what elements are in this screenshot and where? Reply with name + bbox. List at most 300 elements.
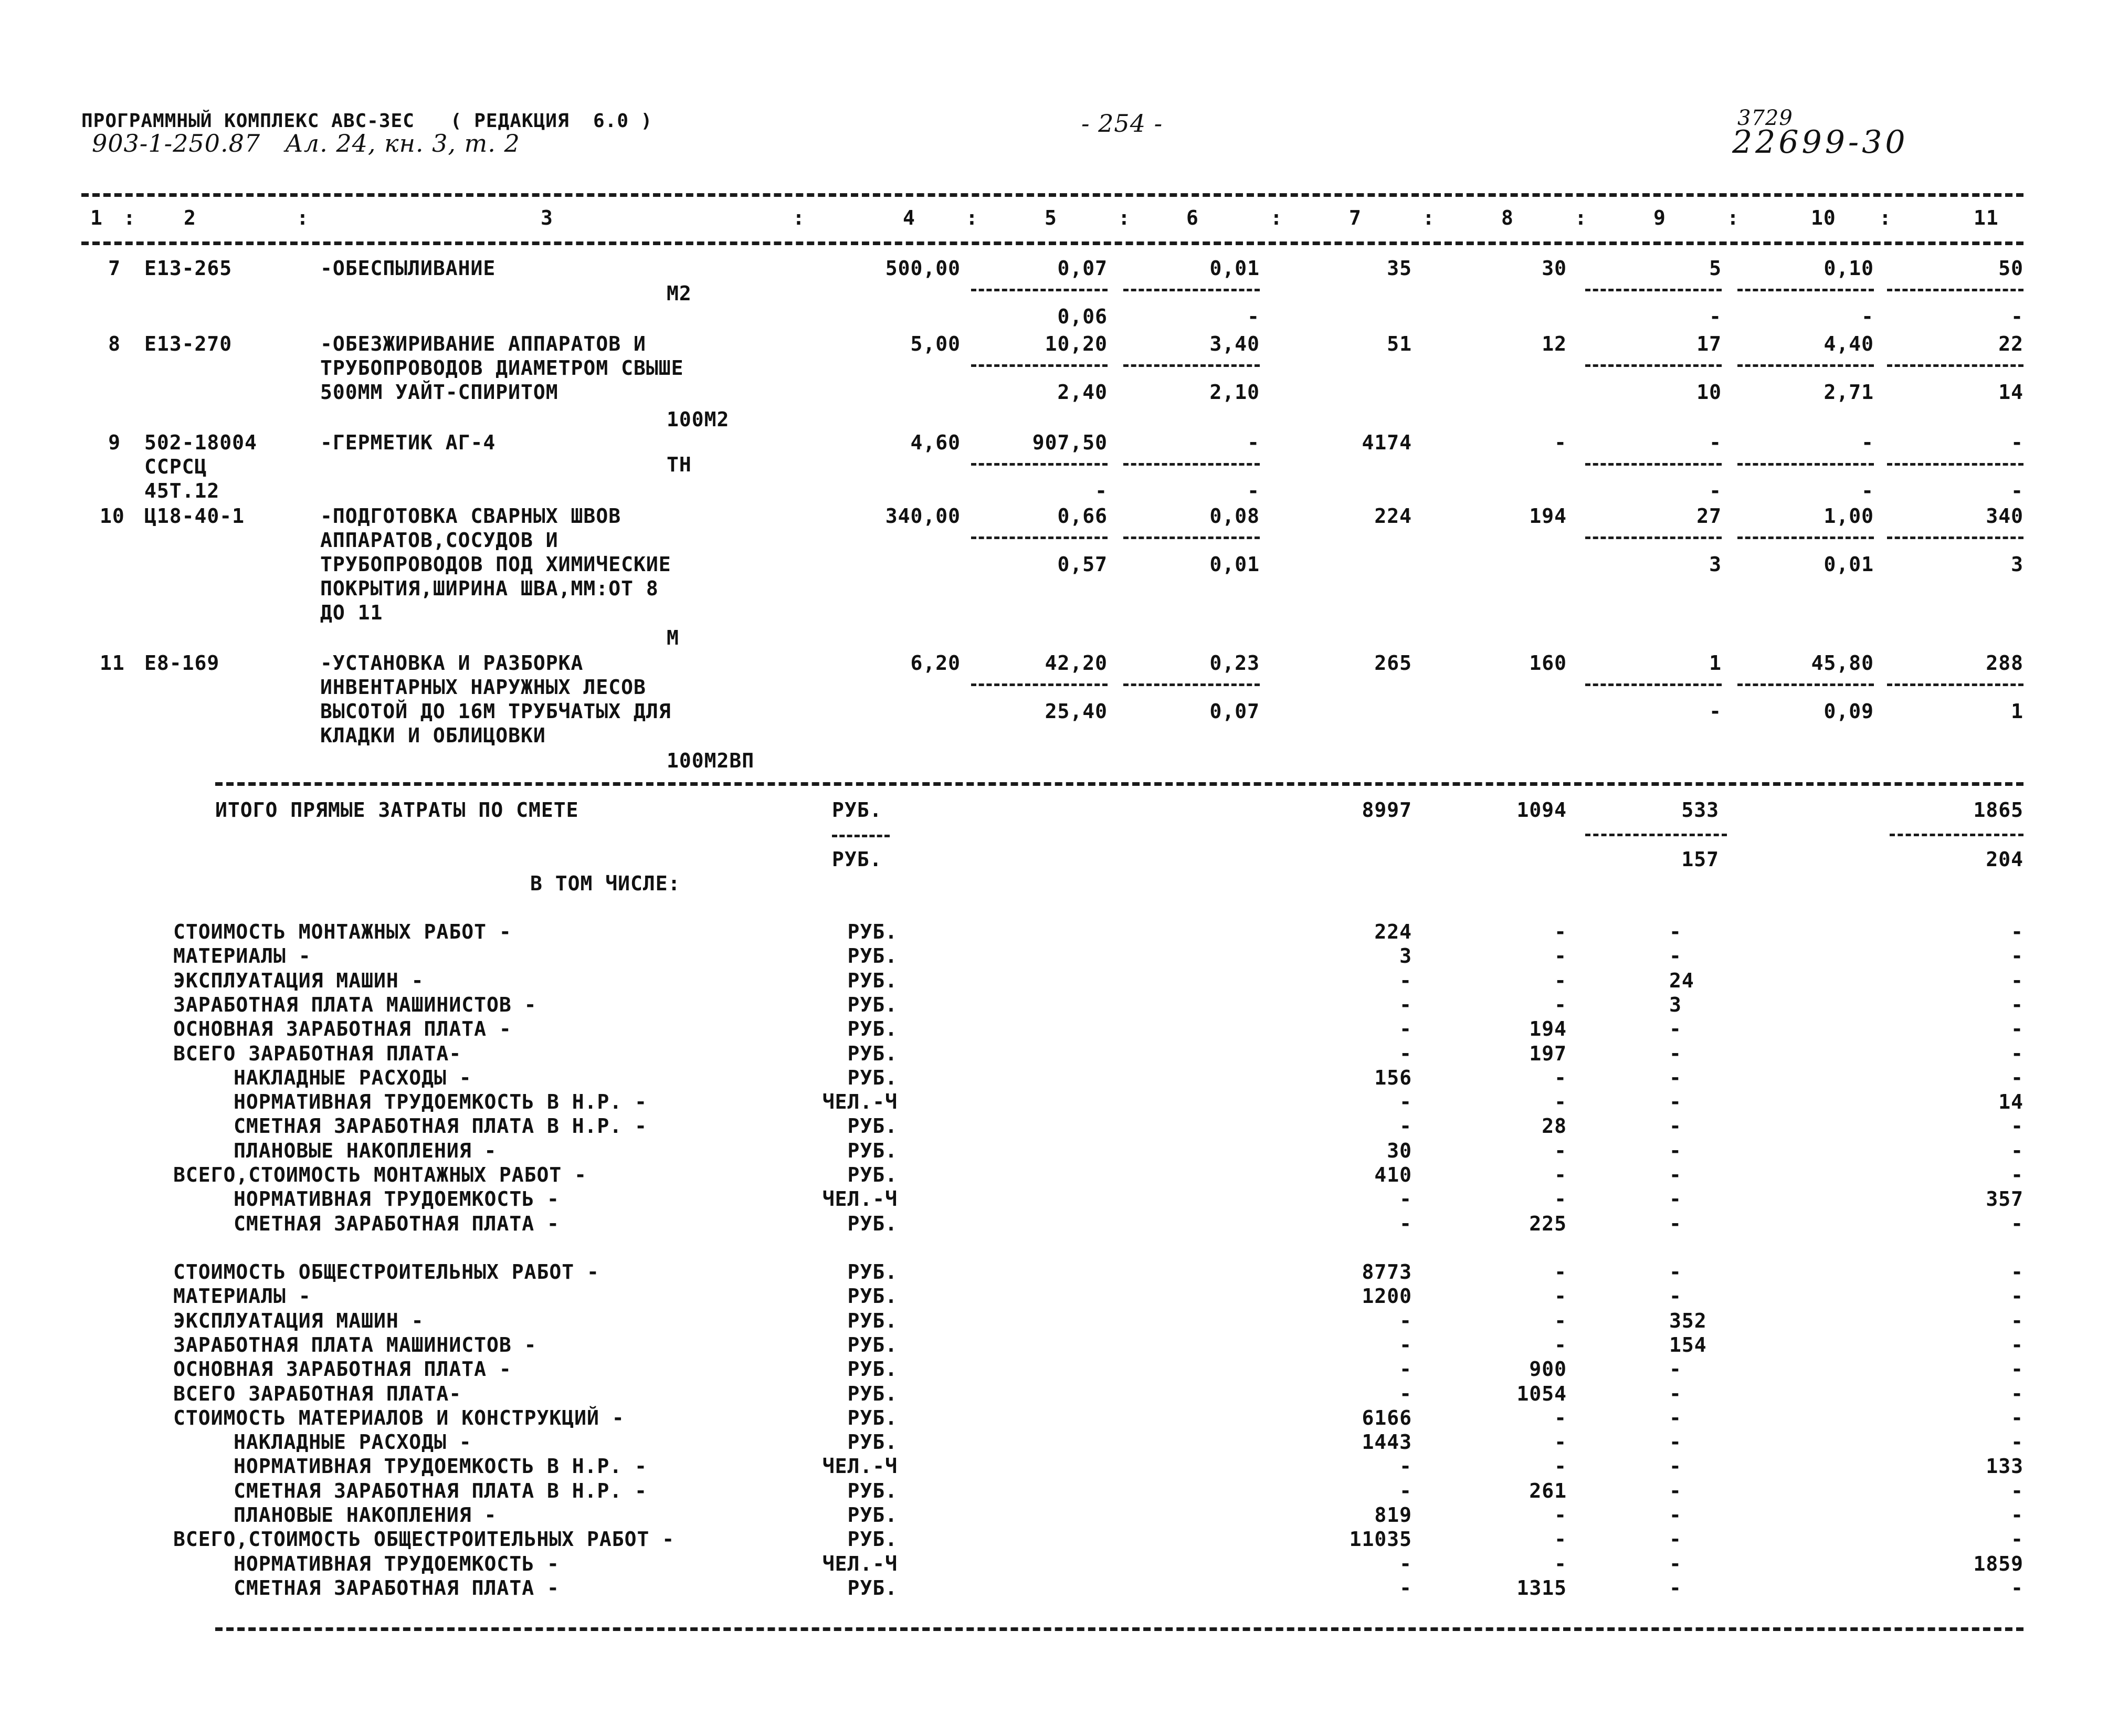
item-quantity: 5,00: [910, 332, 961, 355]
item-unit: ТН: [667, 453, 692, 476]
breakdown-c11: 133: [1986, 1455, 2023, 1478]
item-code: 502-18004: [144, 431, 257, 454]
cell-c7: 35: [1387, 257, 1412, 280]
breakdown-c9: -: [1669, 1260, 1682, 1283]
cell-c9-sub: -: [1709, 700, 1722, 723]
breakdown-c9: -: [1669, 1066, 1682, 1089]
breakdown-c7: -: [1399, 1187, 1412, 1211]
breakdown-unit: РУБ.: [847, 1139, 898, 1162]
breakdown-c7: 1443: [1362, 1430, 1412, 1454]
breakdown-c7: -: [1399, 1382, 1412, 1405]
breakdown-c11: -: [2011, 1358, 2023, 1381]
breakdown-unit: РУБ.: [847, 1309, 898, 1332]
breakdown-c11: -: [2011, 1382, 2023, 1405]
breakdown-unit: РУБ.: [847, 993, 898, 1016]
breakdown-c9: -: [1669, 1285, 1682, 1308]
breakdown-c9: 24: [1669, 969, 1694, 992]
breakdown-c7: 8773: [1362, 1260, 1412, 1283]
breakdown-c7: 156: [1374, 1066, 1412, 1089]
column-separator: :: [966, 206, 978, 229]
breakdown-label: НОРМАТИВНАЯ ТРУДОЕМКОСТЬ В Н.Р. -: [234, 1455, 647, 1478]
breakdown-c11: -: [2011, 920, 2023, 943]
breakdown-label: СМЕТНАЯ ЗАРАБОТНАЯ ПЛАТА В Н.Р. -: [234, 1114, 647, 1138]
breakdown-c8: 225: [1529, 1212, 1567, 1235]
breakdown-c11: -: [2011, 993, 2023, 1016]
cell-rule: [1585, 463, 1722, 466]
cell-rule: [971, 463, 1108, 466]
item-description: ПОКРЫТИЯ,ШИРИНА ШВА,ММ:ОТ 8: [320, 577, 659, 600]
breakdown-c8: 900: [1529, 1358, 1567, 1381]
breakdown-c11: -: [2011, 1528, 2023, 1551]
item-code-extra: ССРСЦ: [144, 455, 207, 478]
breakdown-c8: 261: [1529, 1479, 1567, 1502]
breakdown-c8: -: [1554, 920, 1567, 943]
breakdown-c7: 3: [1399, 944, 1412, 968]
breakdown-unit: РУБ.: [847, 1406, 898, 1429]
cell-c10-sub: 0,01: [1824, 553, 1874, 576]
cell-c10-sub: 0,09: [1824, 700, 1874, 723]
item-quantity: 4,60: [910, 431, 961, 454]
breakdown-c9: -: [1669, 1163, 1682, 1186]
cell-c10: -: [1861, 431, 1874, 454]
breakdown-c7: -: [1399, 1333, 1412, 1356]
breakdown-unit: РУБ.: [847, 1358, 898, 1381]
breakdown-c8: -: [1554, 1163, 1567, 1186]
breakdown-unit: РУБ.: [847, 1260, 898, 1283]
column-number: 6: [1186, 206, 1199, 229]
cell-rule: [1585, 289, 1722, 291]
cell-c5: 10,20: [1045, 332, 1108, 355]
breakdown-c11: -: [2011, 1285, 2023, 1308]
cell-c6-sub: -: [1247, 479, 1260, 502]
breakdown-c7: -: [1399, 1041, 1412, 1065]
column-separator: :: [123, 206, 136, 229]
cell-rule: [1737, 364, 1874, 367]
breakdown-label: НОРМАТИВНАЯ ТРУДОЕМКОСТЬ -: [234, 1187, 560, 1211]
breakdown-unit: РУБ.: [847, 1066, 898, 1089]
totals-c9b: 157: [1681, 848, 1719, 871]
breakdown-c11: -: [2011, 1576, 2023, 1600]
breakdown-unit: РУБ.: [847, 1430, 898, 1454]
cell-c11-sub: -: [2011, 305, 2023, 328]
breakdown-c7: -: [1399, 1017, 1412, 1041]
breakdown-c7: -: [1399, 1479, 1412, 1502]
breakdown-c9: -: [1669, 944, 1682, 968]
item-code: Ц18-40-1: [144, 504, 245, 528]
column-number: 9: [1653, 206, 1666, 229]
cell-c10: 4,40: [1824, 332, 1874, 355]
cell-c10: 1,00: [1824, 504, 1874, 528]
breakdown-label: ОСНОВНАЯ ЗАРАБОТНАЯ ПЛАТА -: [173, 1358, 512, 1381]
cell-c11: 50: [1998, 257, 2023, 280]
breakdown-c7: -: [1399, 1358, 1412, 1381]
breakdown-c11: -: [2011, 1430, 2023, 1454]
doc-handwritten-number: 22699-30: [1732, 124, 1909, 161]
breakdown-c9: -: [1669, 1576, 1682, 1600]
program-header: ПРОГРАММНЫЙ КОМПЛЕКС АВС-3ЕС ( РЕДАКЦИЯ 6.0 ): [81, 110, 653, 132]
breakdown-c9: -: [1669, 1552, 1682, 1575]
breakdown-c9: -: [1669, 1041, 1682, 1065]
column-number: 2: [184, 206, 196, 229]
item-number: 10: [100, 504, 125, 528]
cell-c11-sub: 14: [1998, 381, 2023, 404]
item-description: ВЫСОТОЙ ДО 16М ТРУБЧАТЫХ ДЛЯ: [320, 700, 671, 723]
breakdown-c11: -: [2011, 1114, 2023, 1138]
breakdown-c8: -: [1554, 1066, 1567, 1089]
breakdown-label: МАТЕРИАЛЫ -: [173, 1285, 311, 1308]
header-top-rule: [81, 193, 2023, 197]
cell-c11-sub: 1: [2011, 700, 2023, 723]
breakdown-c9: -: [1669, 1382, 1682, 1405]
breakdown-c8: -: [1554, 1430, 1567, 1454]
breakdown-c9: -: [1669, 1187, 1682, 1211]
breakdown-c11: -: [2011, 969, 2023, 992]
item-unit: М: [667, 626, 679, 649]
cell-c6: 0,01: [1209, 257, 1260, 280]
cell-c9-sub: -: [1709, 479, 1722, 502]
breakdown-label: СТОИМОСТЬ МОНТАЖНЫХ РАБОТ -: [173, 920, 512, 943]
cell-rule: [1123, 683, 1260, 686]
breakdown-c8: -: [1554, 1139, 1567, 1162]
cell-rule: [1887, 289, 2023, 291]
column-separator: :: [297, 206, 309, 229]
column-separator: :: [793, 206, 805, 229]
breakdown-label: ЭКСПЛУАТАЦИЯ МАШИН -: [173, 969, 424, 992]
breakdown-unit: РУБ.: [847, 1576, 898, 1600]
item-description: КЛАДКИ И ОБЛИЦОВКИ: [320, 724, 546, 747]
item-quantity: 340,00: [885, 504, 961, 528]
column-number: 10: [1811, 206, 1836, 229]
item-unit: М2: [667, 282, 692, 305]
breakdown-c9: -: [1669, 920, 1682, 943]
cell-c10: 0,10: [1824, 257, 1874, 280]
breakdown-c8: 194: [1529, 1017, 1567, 1041]
cell-c11: 288: [1986, 651, 2023, 675]
totals-unit-rule: [832, 835, 890, 837]
totals-c9-rule: [1585, 834, 1727, 836]
cell-c10-sub: -: [1861, 305, 1874, 328]
cell-c9: 5: [1709, 257, 1722, 280]
item-description: ТРУБОПРОВОДОВ ПОД ХИМИЧЕСКИЕ: [320, 553, 671, 576]
cell-c11: 22: [1998, 332, 2023, 355]
item-description: АППАРАТОВ,СОСУДОВ И: [320, 529, 558, 552]
cell-c9-sub: -: [1709, 305, 1722, 328]
breakdown-c11: -: [2011, 1333, 2023, 1356]
breakdown-unit: РУБ.: [847, 1382, 898, 1405]
breakdown-c11: -: [2011, 1212, 2023, 1235]
cell-c5: 0,07: [1057, 257, 1108, 280]
breakdown-c7: -: [1399, 1455, 1412, 1478]
breakdown-unit: РУБ.: [847, 1163, 898, 1186]
column-separator: :: [1575, 206, 1587, 229]
breakdown-c7: 11035: [1349, 1528, 1412, 1551]
cell-rule: [1123, 289, 1260, 291]
breakdown-unit: РУБ.: [847, 1333, 898, 1356]
item-number: 7: [108, 257, 121, 280]
column-number: 3: [541, 206, 553, 229]
item-code: Е13-270: [144, 332, 233, 355]
breakdown-c8: 1315: [1516, 1576, 1567, 1600]
totals-c7: 8997: [1362, 798, 1412, 822]
cell-c11: -: [2011, 431, 2023, 454]
breakdown-c11: -: [2011, 1163, 2023, 1186]
breakdown-label: ВСЕГО ЗАРАБОТНАЯ ПЛАТА-: [173, 1382, 462, 1405]
cell-c5-sub: 0,57: [1057, 553, 1108, 576]
cell-c10-sub: 2,71: [1824, 381, 1874, 404]
cell-rule: [1887, 364, 2023, 367]
breakdown-c8: -: [1554, 1455, 1567, 1478]
item-code-extra: 45Т.12: [144, 479, 220, 502]
breakdown-c11: -: [2011, 1041, 2023, 1065]
totals-c11b: 204: [1986, 848, 2023, 871]
totals-c8: 1094: [1516, 798, 1567, 822]
cell-rule: [1737, 536, 1874, 539]
item-description: ДО 11: [320, 601, 383, 624]
cell-c6-sub: 0,01: [1209, 553, 1260, 576]
column-number: 7: [1349, 206, 1362, 229]
breakdown-c9: 3: [1669, 993, 1682, 1016]
breakdown-c9: -: [1669, 1455, 1682, 1478]
page-number: - 254 -: [1081, 109, 1163, 138]
cell-rule: [971, 289, 1108, 291]
totals-c11a: 1865: [1973, 798, 2023, 822]
cell-c6: 0,08: [1209, 504, 1260, 528]
cell-c5: 907,50: [1032, 431, 1108, 454]
breakdown-label: СТОИМОСТЬ МАТЕРИАЛОВ И КОНСТРУКЦИЙ -: [173, 1406, 625, 1429]
breakdown-c9: -: [1669, 1212, 1682, 1235]
item-unit: 100М2ВП: [667, 749, 755, 772]
item-description: -ГЕРМЕТИК АГ-4: [320, 431, 496, 454]
breakdown-c9: -: [1669, 1358, 1682, 1381]
breakdown-c8: -: [1554, 1285, 1567, 1308]
totals-c11-rule: [1890, 834, 2023, 836]
handwritten-reference: 903-1-250.87 Ал. 24, кн. 3, т. 2: [92, 129, 520, 157]
item-unit: 100М2: [667, 408, 730, 431]
bottom-rule: [215, 1627, 2023, 1631]
breakdown-c7: 410: [1374, 1163, 1412, 1186]
cell-c6-sub: 0,07: [1209, 700, 1260, 723]
totals-c9a: 533: [1681, 798, 1719, 822]
breakdown-label: ВСЕГО ЗАРАБОТНАЯ ПЛАТА-: [173, 1041, 462, 1065]
breakdown-unit: ЧЕЛ.-Ч: [822, 1552, 898, 1575]
breakdown-label: МАТЕРИАЛЫ -: [173, 944, 311, 968]
cell-rule: [1585, 683, 1722, 686]
breakdown-c8: -: [1554, 944, 1567, 968]
cell-c5-sub: 0,06: [1057, 305, 1108, 328]
breakdown-c7: -: [1399, 969, 1412, 992]
totals-unit-1: РУБ.: [832, 798, 882, 822]
cell-rule: [971, 364, 1108, 367]
breakdown-label: ПЛАНОВЫЕ НАКОПЛЕНИЯ -: [234, 1139, 497, 1162]
item-description: 500ММ УАЙТ-СПИРИТОМ: [320, 381, 558, 404]
cell-rule: [1737, 463, 1874, 466]
breakdown-label: ЗАРАБОТНАЯ ПЛАТА МАШИНИСТОВ -: [173, 1333, 537, 1356]
breakdown-label: СТОИМОСТЬ ОБЩЕСТРОИТЕЛЬНЫХ РАБОТ -: [173, 1260, 599, 1283]
item-number: 9: [108, 431, 121, 454]
breakdown-c7: -: [1399, 1309, 1412, 1332]
breakdown-unit: РУБ.: [847, 1041, 898, 1065]
cell-c9: 27: [1696, 504, 1722, 528]
breakdown-c8: -: [1554, 1528, 1567, 1551]
cell-c10: 45,80: [1811, 651, 1874, 675]
breakdown-c8: -: [1554, 1309, 1567, 1332]
cell-c9: 1: [1709, 651, 1722, 675]
item-description: -ПОДГОТОВКА СВАРНЫХ ШВОВ: [320, 504, 621, 528]
breakdown-unit: ЧЕЛ.-Ч: [822, 1187, 898, 1211]
breakdown-label: ОСНОВНАЯ ЗАРАБОТНАЯ ПЛАТА -: [173, 1017, 512, 1041]
item-description: -ОБЕЗЖИРИВАНИЕ АППАРАТОВ И: [320, 332, 646, 355]
cell-rule: [1123, 364, 1260, 367]
column-separator: :: [1727, 206, 1740, 229]
column-separator: :: [1422, 206, 1435, 229]
breakdown-unit: РУБ.: [847, 1114, 898, 1138]
breakdown-label: ВСЕГО,СТОИМОСТЬ МОНТАЖНЫХ РАБОТ -: [173, 1163, 587, 1186]
cell-c8: 160: [1529, 651, 1567, 675]
totals-rule: [215, 782, 2023, 786]
header-bottom-rule: [81, 241, 2023, 245]
breakdown-c8: -: [1554, 1090, 1567, 1114]
cell-rule: [971, 536, 1108, 539]
breakdown-c8: -: [1554, 1260, 1567, 1283]
breakdown-c9: -: [1669, 1406, 1682, 1429]
item-description: -ОБЕСПЫЛИВАНИЕ: [320, 257, 496, 280]
breakdown-unit: РУБ.: [847, 920, 898, 943]
breakdown-c7: -: [1399, 993, 1412, 1016]
cell-rule: [1123, 463, 1260, 466]
breakdown-c11: -: [2011, 1479, 2023, 1502]
cell-c8: -: [1554, 431, 1567, 454]
including-heading: В ТОМ ЧИСЛЕ:: [530, 872, 681, 895]
breakdown-c7: -: [1399, 1212, 1412, 1235]
breakdown-c7: -: [1399, 1090, 1412, 1114]
totals-label: ИТОГО ПРЯМЫЕ ЗАТРАТЫ ПО СМЕТЕ: [215, 798, 579, 822]
cell-rule: [971, 683, 1108, 686]
cell-rule: [1887, 463, 2023, 466]
breakdown-c11: 357: [1986, 1187, 2023, 1211]
breakdown-label: НАКЛАДНЫЕ РАСХОДЫ -: [234, 1430, 472, 1454]
breakdown-label: НОРМАТИВНАЯ ТРУДОЕМКОСТЬ В Н.Р. -: [234, 1090, 647, 1114]
column-number: 4: [903, 206, 915, 229]
breakdown-unit: РУБ.: [847, 1503, 898, 1527]
breakdown-c7: 819: [1374, 1503, 1412, 1527]
breakdown-c11: -: [2011, 944, 2023, 968]
breakdown-c11: -: [2011, 1139, 2023, 1162]
cell-rule: [1585, 536, 1722, 539]
cell-c10-sub: -: [1861, 479, 1874, 502]
breakdown-c8: -: [1554, 969, 1567, 992]
item-code: Е13-265: [144, 257, 233, 280]
breakdown-c11: 1859: [1973, 1552, 2023, 1575]
breakdown-c8: 197: [1529, 1041, 1567, 1065]
breakdown-c9: 154: [1669, 1333, 1707, 1356]
cell-rule: [1585, 364, 1722, 367]
item-quantity: 500,00: [885, 257, 961, 280]
cell-c6-sub: -: [1247, 305, 1260, 328]
cell-c9: 17: [1696, 332, 1722, 355]
cell-rule: [1737, 289, 1874, 291]
breakdown-unit: ЧЕЛ.-Ч: [822, 1090, 898, 1114]
cell-c5: 42,20: [1045, 651, 1108, 675]
item-code: Е8-169: [144, 651, 220, 675]
doc-number: 3729: [1737, 106, 1793, 130]
cell-c8: 30: [1542, 257, 1567, 280]
cell-rule: [1887, 536, 2023, 539]
breakdown-label: ВСЕГО,СТОИМОСТЬ ОБЩЕСТРОИТЕЛЬНЫХ РАБОТ -: [173, 1528, 675, 1551]
breakdown-c7: 224: [1374, 920, 1412, 943]
item-description: -УСТАНОВКА И РАЗБОРКА: [320, 651, 584, 675]
cell-c7: 224: [1374, 504, 1412, 528]
cell-c8: 12: [1542, 332, 1567, 355]
cell-c6: 3,40: [1209, 332, 1260, 355]
breakdown-c11: 14: [1998, 1090, 2023, 1114]
cell-c11-sub: 3: [2011, 553, 2023, 576]
breakdown-c11: -: [2011, 1309, 2023, 1332]
breakdown-label: ПЛАНОВЫЕ НАКОПЛЕНИЯ -: [234, 1503, 497, 1527]
breakdown-c8: -: [1554, 1503, 1567, 1527]
breakdown-c9: -: [1669, 1114, 1682, 1138]
breakdown-label: ЗАРАБОТНАЯ ПЛАТА МАШИНИСТОВ -: [173, 993, 537, 1016]
column-separator: :: [1118, 206, 1131, 229]
breakdown-unit: РУБ.: [847, 1212, 898, 1235]
cell-c6-sub: 2,10: [1209, 381, 1260, 404]
cell-c11: 340: [1986, 504, 2023, 528]
breakdown-c11: -: [2011, 1406, 2023, 1429]
breakdown-c11: -: [2011, 1503, 2023, 1527]
cell-c9-sub: 10: [1696, 381, 1722, 404]
breakdown-c9: -: [1669, 1017, 1682, 1041]
breakdown-c7: 6166: [1362, 1406, 1412, 1429]
cell-c5: 0,66: [1057, 504, 1108, 528]
breakdown-unit: РУБ.: [847, 969, 898, 992]
breakdown-c8: 1054: [1516, 1382, 1567, 1405]
cell-rule: [1123, 536, 1260, 539]
column-number: 5: [1045, 206, 1057, 229]
breakdown-c7: -: [1399, 1114, 1412, 1138]
cell-c5-sub: 25,40: [1045, 700, 1108, 723]
cell-c6: 0,23: [1209, 651, 1260, 675]
breakdown-label: СМЕТНАЯ ЗАРАБОТНАЯ ПЛАТА -: [234, 1212, 560, 1235]
cell-c7: 4174: [1362, 431, 1412, 454]
breakdown-c9: -: [1669, 1430, 1682, 1454]
cell-c11-sub: -: [2011, 479, 2023, 502]
item-description: ТРУБОПРОВОДОВ ДИАМЕТРОМ СВЫШЕ: [320, 356, 684, 380]
breakdown-c8: 28: [1542, 1114, 1567, 1138]
cell-c7: 51: [1387, 332, 1412, 355]
breakdown-label: НОРМАТИВНАЯ ТРУДОЕМКОСТЬ -: [234, 1552, 560, 1575]
item-quantity: 6,20: [910, 651, 961, 675]
column-separator: :: [1879, 206, 1892, 229]
breakdown-label: НАКЛАДНЫЕ РАСХОДЫ -: [234, 1066, 472, 1089]
breakdown-label: ЭКСПЛУАТАЦИЯ МАШИН -: [173, 1309, 424, 1332]
breakdown-unit: ЧЕЛ.-Ч: [822, 1455, 898, 1478]
cell-c8: 194: [1529, 504, 1567, 528]
breakdown-c9: -: [1669, 1528, 1682, 1551]
breakdown-unit: РУБ.: [847, 1528, 898, 1551]
breakdown-c11: -: [2011, 1017, 2023, 1041]
breakdown-c9: -: [1669, 1503, 1682, 1527]
breakdown-label: СМЕТНАЯ ЗАРАБОТНАЯ ПЛАТА В Н.Р. -: [234, 1479, 647, 1502]
breakdown-c9: -: [1669, 1090, 1682, 1114]
item-number: 11: [100, 651, 125, 675]
breakdown-c8: -: [1554, 1552, 1567, 1575]
breakdown-unit: РУБ.: [847, 944, 898, 968]
breakdown-c7: -: [1399, 1576, 1412, 1600]
breakdown-unit: РУБ.: [847, 1479, 898, 1502]
breakdown-c9: 352: [1669, 1309, 1707, 1332]
totals-unit-2: РУБ.: [832, 848, 882, 871]
breakdown-c9: -: [1669, 1139, 1682, 1162]
breakdown-c8: -: [1554, 993, 1567, 1016]
